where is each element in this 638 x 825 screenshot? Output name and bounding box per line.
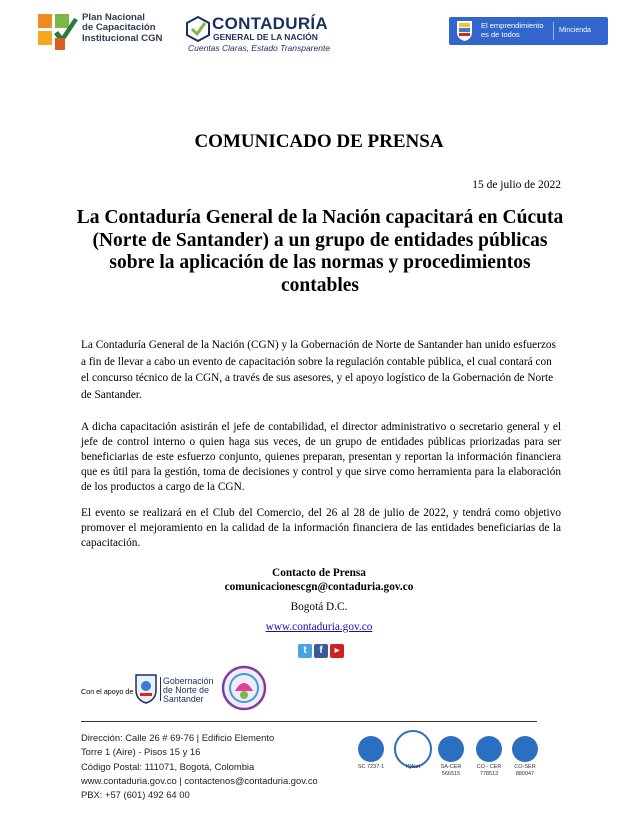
paragraph-3: El evento se realizará en el Club del Comercio, del 26 al 28 de julio de 2022, y tendrá como objetivo promover el mejoramiento en la calidad de la información financiera de las entidades beneficiarias de la capacitación.: [81, 507, 561, 550]
colombia-shield-icon: [456, 19, 473, 42]
icontec-cert-icon: [358, 736, 384, 762]
pnc-logo-icon: [38, 14, 78, 52]
support-label: Con el apoyo de: [81, 687, 134, 696]
document-date: 15 de julio de 2022: [472, 179, 561, 191]
footer-divider: [81, 721, 537, 722]
cert-label: CO - CER 778513: [476, 764, 502, 777]
paragraph-2: A dicha capacitación asistirán el jefe de contabilidad, el director administrativo o secretario general y el jefe de control interno o quien haga sus veces, de un grupo de entidades públicas priorizadas para ser beneficiarias de este esfuerzo conjunto, quienes preparan, presentan y reportan la información financiera que es útil para la gestión, toma de decisiones y control y que sirve como herramienta para la elaboración de los productos a cargo de la CGN.: [81, 421, 561, 494]
gov-divider: [553, 22, 554, 40]
cert-label: SA-CER 566515: [440, 764, 462, 777]
footer-address: Dirección: Calle 26 # 69-76 | Edificio Elemento Torre 1 (Aire) - Pisos 15 y 16 Código Postal: 111071, Bogotá, Colombia www.contaduria.gov.co | contactenos@contaduria.gov.co PBX: +57 (601) 492 64 00: [81, 732, 318, 801]
cgn-title: CONTADURÍA: [212, 14, 329, 33]
icontec-cert-icon: [512, 736, 538, 762]
cert-label: CO-SER 880047: [514, 764, 536, 777]
contact-email[interactable]: comunicacionescgn@contaduria.gov.co: [224, 581, 414, 593]
website-link[interactable]: www.contaduria.gov.co: [265, 621, 373, 633]
gov-slogan: El emprendimiento es de todos: [481, 21, 544, 39]
cgn-slogan: Cuentas Claras, Estado Transparente: [188, 43, 331, 53]
cgn-logo-icon: [185, 15, 211, 43]
paragraph-1: La Contaduría General de la Nación (CGN) y la Gobernación de Norte de Santander han unido esfuerzos a fin de llevar a cabo un evento de capacitación sobre la regulación contable pública, el cual contará con el concurso técnico de la CGN, a través de sus asesores, y el apoyo logístico de la Gobernación de Norte de Santander.: [81, 339, 556, 401]
gobernacion-logo-text: Gobernación de Norte de Santander: [163, 676, 214, 704]
gobernacion-shield-icon: [134, 672, 158, 704]
gov-ministry: Mincienda: [559, 27, 591, 34]
document-title: La Contaduría General de la Nación capacitará en Cúcuta (Norte de Santander) a un grupo de entidades públicas sobre la aplicación de las normas y procedimientos contables: [76, 207, 564, 296]
cgn-subtitle: GENERAL DE LA NACIÓN: [213, 32, 318, 42]
youtube-icon[interactable]: ▶: [330, 644, 344, 658]
iqnet-cert-icon: [394, 730, 432, 768]
icontec-cert-icon: [476, 736, 502, 762]
pnc-logo-text: Plan Nacional de Capacitación Institucional CGN: [82, 12, 163, 44]
cert-label: IQNet: [405, 764, 421, 770]
facebook-icon[interactable]: f: [314, 644, 328, 658]
contact-heading: Contacto de Prensa: [272, 567, 366, 579]
tourism-logo-icon: [221, 665, 267, 711]
twitter-icon[interactable]: t: [298, 644, 312, 658]
city-label: Bogotá D.C.: [290, 601, 348, 613]
document-headline: COMUNICADO DE PRENSA: [194, 131, 444, 152]
gobernacion-divider: [160, 677, 161, 701]
icontec-cert-icon: [438, 736, 464, 762]
cert-label: SC 7237-1: [357, 764, 385, 770]
